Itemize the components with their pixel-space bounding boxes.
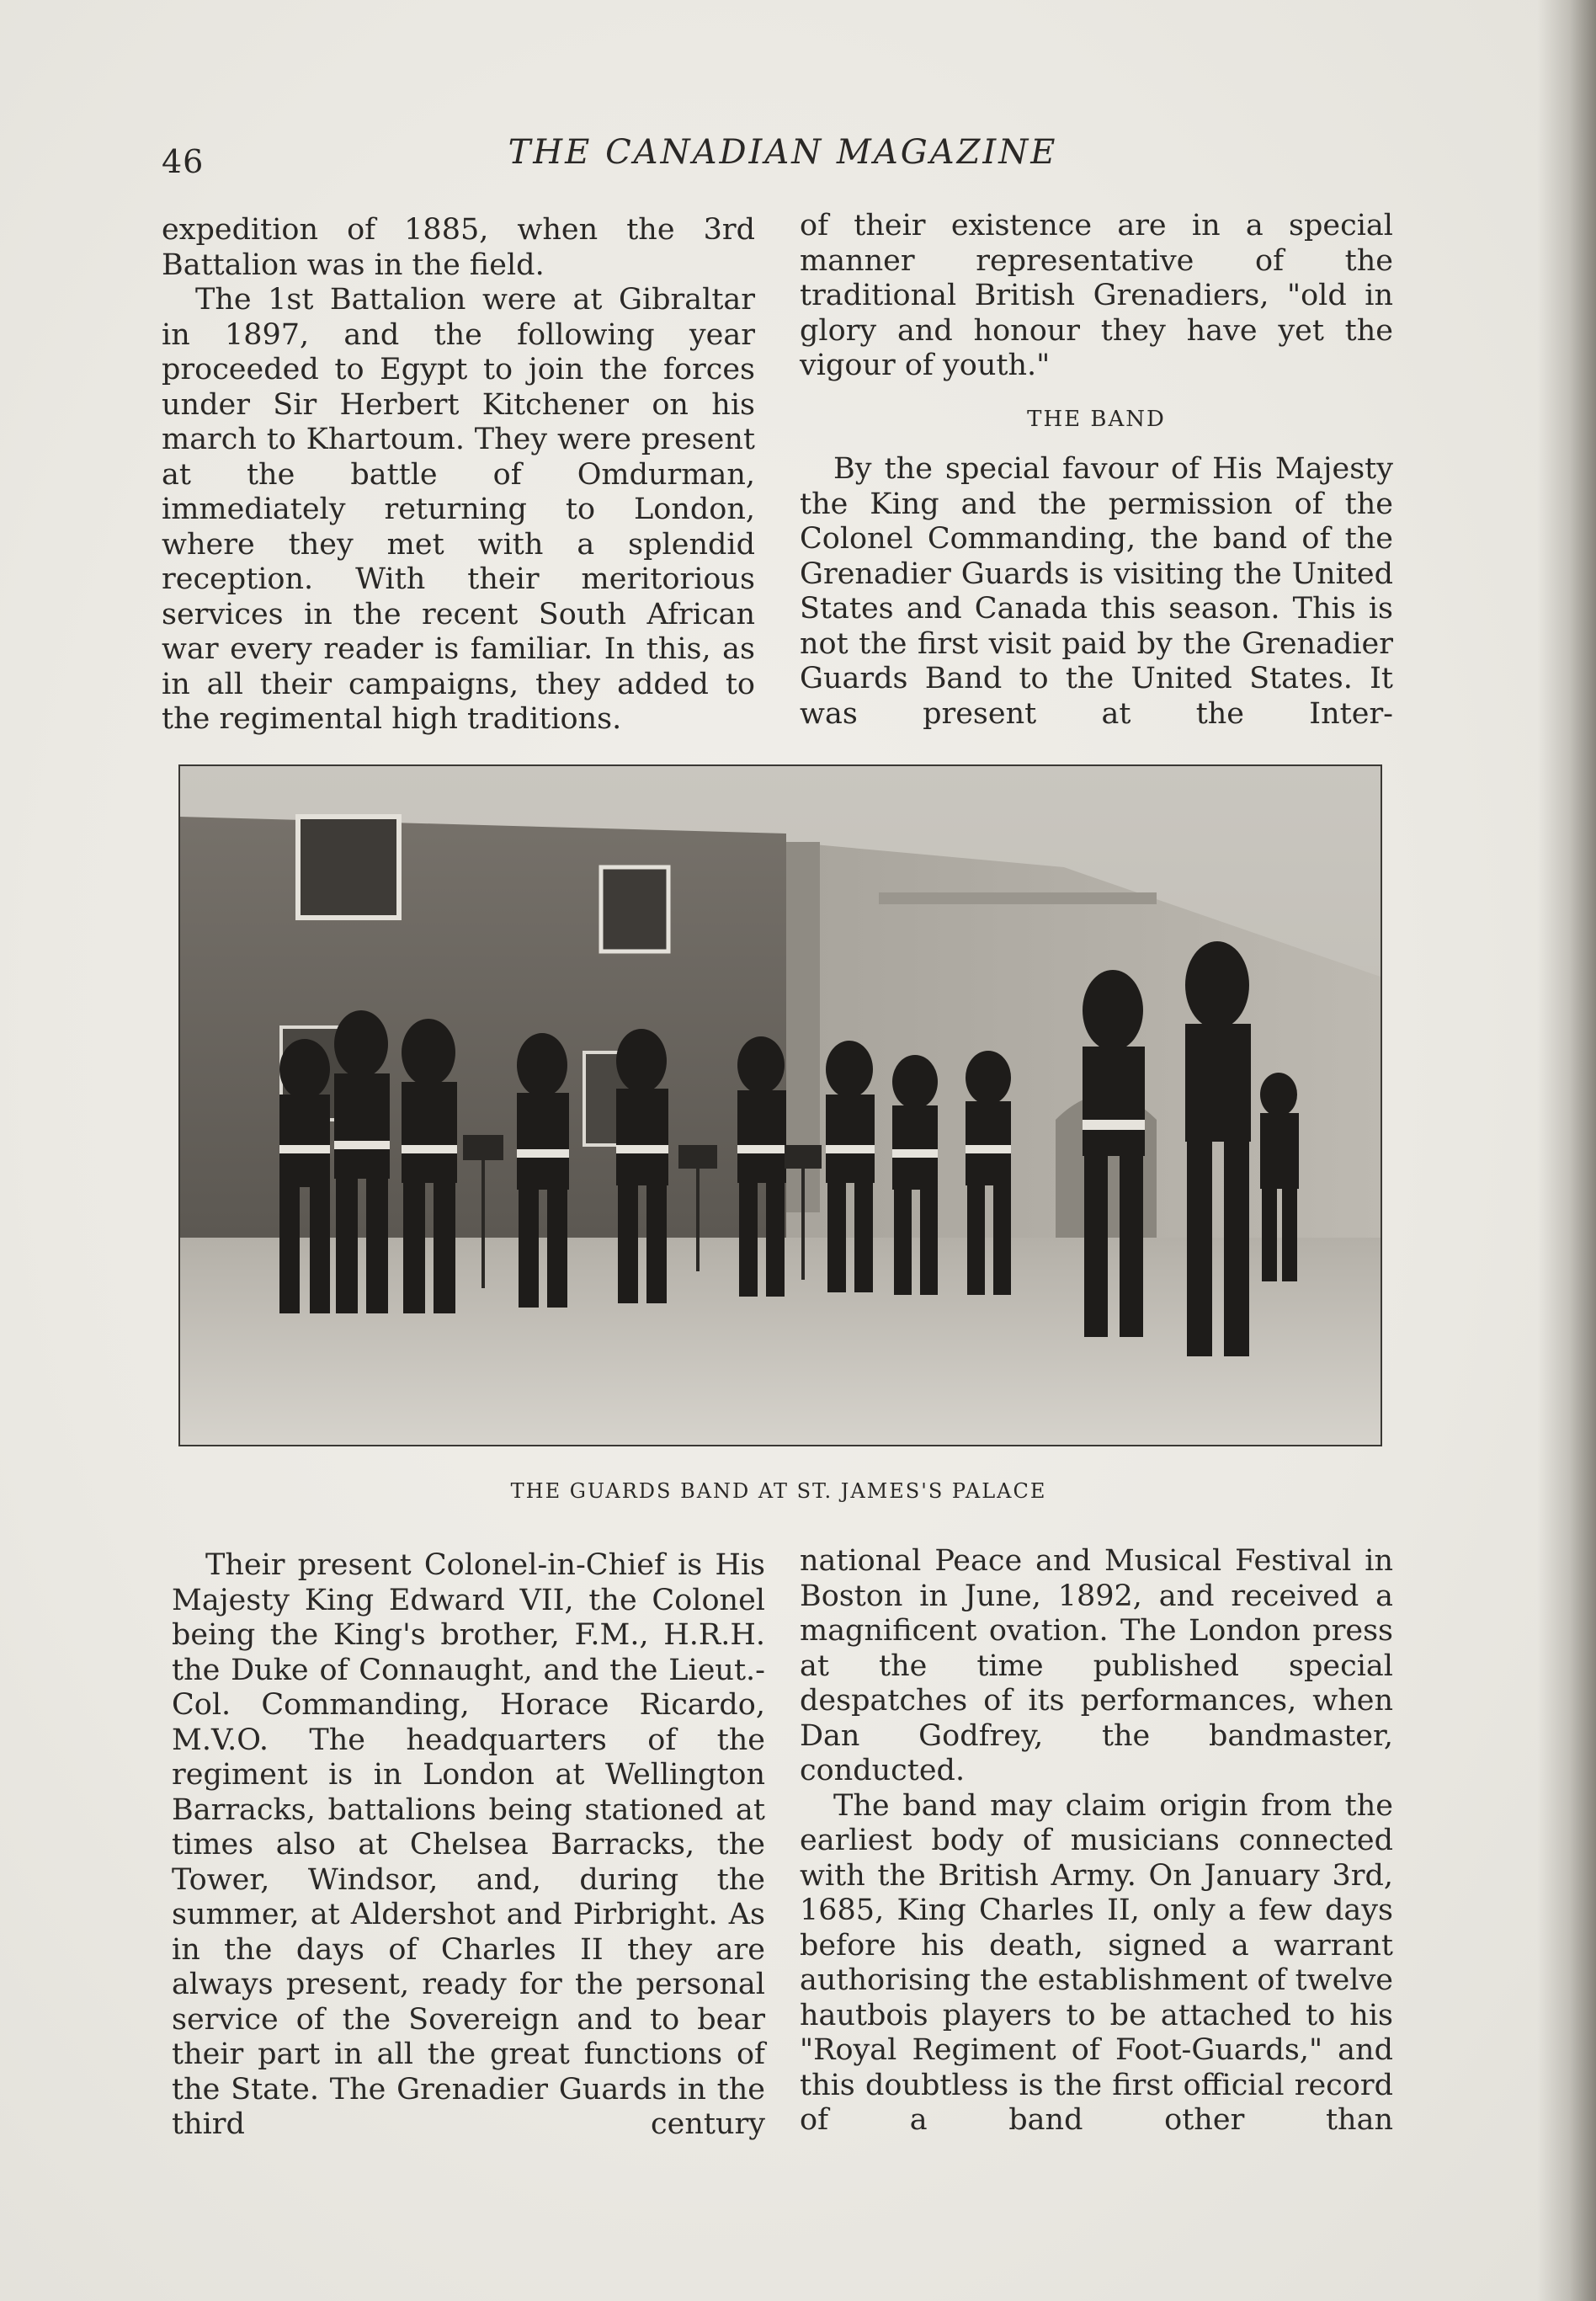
bottom-left-column bbox=[172, 1548, 765, 2143]
paragraph: expedition of 1885, when the 3rd Battalion was in the field. bbox=[162, 213, 755, 282]
paragraph: By the special favour of His Majesty the King and the permission of the Colonel Commanding, the band of the Grenadier Guards is visiting the United States and Canada this season. This is not the first visit paid by the Grenadier Guards Band to the United States. It was present at the Inter- bbox=[800, 452, 1393, 731]
paragraph: national Peace and Musical Festival in Boston in June, 1892, and received a magnificent ovation. The London press at the time published special despatches of its performances, when Dan Godfrey, the bandmaster, conducted. bbox=[800, 1544, 1393, 1787]
top-left-column bbox=[162, 213, 755, 738]
bottom-right-column bbox=[800, 1544, 1393, 2139]
band-photo-illustration bbox=[180, 766, 1381, 1445]
paragraph: Their present Colonel-in-Chief is His Majesty King Edward VII, the Colonel being the King's brother, F.M., H.R.H. the Duke of Connaught, and the Lieut.-Col. Commanding, Horace Ricardo, M.V.O. The headquarters of the regiment is in London at Wellington Barracks, battalions being stationed at times also at Chelsea Barracks, the Tower, Windsor, and, during the summer, at Aldershot and Pirbright. As in the days of Charles II they are always present, ready for the personal service of the Sovereign and to bear their part in all the great functions of the State. The Grenadier Guards in the third century bbox=[172, 1548, 765, 2141]
section-heading: THE BAND bbox=[1027, 406, 1166, 432]
top-right-column bbox=[800, 209, 1393, 732]
page-number: 46 bbox=[162, 143, 205, 180]
paragraph: The 1st Battalion were at Gibraltar in 1897, and the following year proceeded to Egypt to join the forces under Sir Herbert Kitchener on his march to Khartoum. They were present at the battle of Omdurman, immediately returning to London, where they met with a splendid reception. With their meritorious services in the recent South African war every reader is familiar. In this, as in all their campaigns, they added to the regimental high traditions. bbox=[162, 283, 755, 736]
paragraph: of their existence are in a special manner representative of the traditional British Grenadiers, "old in glory and honour they have yet the vigour of youth." bbox=[800, 209, 1393, 382]
band-photograph bbox=[178, 764, 1382, 1446]
paragraph: The band may claim origin from the earliest body of musicians connected with the British Army. On January 3rd, 1685, King Charles II, only a few days before his death, signed a warrant authorising the establishment of twelve hautbois players to be attached to his "Royal Regiment of Foot-Guards," and this doubtless is the first official record of a band other than bbox=[800, 1788, 1393, 2137]
running-head: THE CANADIAN MAGAZINE bbox=[508, 133, 1058, 172]
book-spine-shadow bbox=[1537, 0, 1596, 2301]
figure-caption: THE GUARDS BAND AT ST. JAMES'S PALACE bbox=[510, 1479, 1047, 1503]
